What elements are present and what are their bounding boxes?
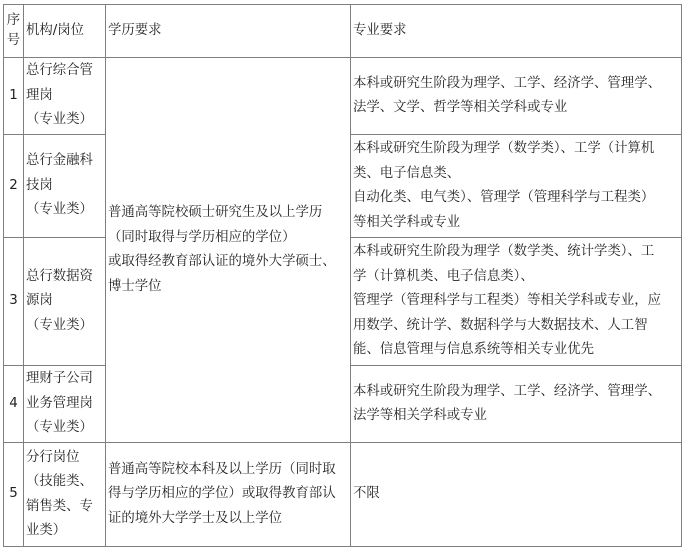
table-row [4, 443, 682, 547]
major-cell [351, 58, 682, 135]
major-line: 自动化类、电气类）、管理学（管理科学与工程类） [353, 190, 655, 205]
position-line: （技能类、 [26, 474, 93, 489]
position-line: （专业类） [26, 420, 93, 436]
position-line: 分行岗位 [26, 449, 80, 465]
position-line: 业类） [26, 523, 67, 538]
table-row [4, 58, 682, 135]
row-number: 1 [4, 58, 24, 135]
position-line: 总行数据资 [26, 268, 93, 284]
position-cell [24, 58, 106, 135]
header-education: 学历要求 [106, 5, 351, 58]
major-line: 本科或研究生阶段为理学、工学、经济学、管理学、 [353, 383, 661, 399]
row-number: 5 [4, 443, 24, 547]
position-line: 总行金融科 [26, 153, 93, 169]
major-line: 学（计算机类、电子信息类）、 [353, 268, 534, 284]
major-line: 等相关学科或专业 [353, 214, 461, 230]
major-cell [351, 443, 682, 547]
position-cell [24, 366, 106, 443]
major-line: 管理学（管理科学与工程类）等相关学科或专业，应 [353, 293, 661, 309]
education-line: 或取得经教育部认证的境外大学硕士、 [108, 254, 336, 269]
major-line: 本科或研究生阶段为理学（数学类）、工学（计算机 [353, 141, 655, 156]
position-line: 销售类、专 [26, 498, 93, 514]
major-cell [351, 238, 682, 366]
major-line: 能、信息管理与信息系统等相关专业优先 [353, 342, 595, 358]
major-line: 本科或研究生阶段为理学、工学、经济学、管理学、 [353, 75, 661, 91]
position-line: （专业类） [26, 112, 93, 128]
major-line: 类、电子信息类、 [353, 165, 461, 181]
position-line: 源岗 [26, 293, 53, 309]
education-line: 普通高等院校本科及以上学历（同时取 [108, 461, 336, 477]
education-line: 得与学历相应的学位）或取得教育部认 [108, 486, 336, 502]
education-cell [106, 443, 351, 547]
header-number [4, 5, 24, 58]
major-line: 用数学、统计学、数据科学与大数据技术、人工智 [353, 317, 648, 333]
shared-education-cell [106, 58, 351, 443]
header-position: 机构/岗位 [24, 5, 106, 58]
education-line: （同时取得与学历相应的学位） [108, 229, 296, 245]
major-line: 法学等相关学科或专业 [353, 408, 487, 423]
row-number: 4 [4, 366, 24, 443]
row-number: 3 [4, 238, 24, 366]
major-cell [351, 135, 682, 238]
education-line: 普通高等院校硕士研究生及以上学历 [108, 205, 323, 220]
position-cell [24, 135, 106, 238]
row-number: 2 [4, 135, 24, 238]
major-line: 不限 [353, 486, 380, 502]
position-line: （专业类） [26, 317, 93, 333]
major-line: 法学、文学、哲学等相关学科或专业 [353, 100, 568, 115]
position-cell [24, 443, 106, 547]
education-line: 证的境外大学学士及以上学位 [108, 510, 283, 526]
major-cell [351, 366, 682, 443]
header-number-line: 序 [6, 13, 21, 28]
position-cell [24, 238, 106, 366]
position-line: 技岗 [26, 177, 53, 193]
header-number-line: 号 [6, 33, 21, 48]
recruitment-requirements-table [3, 4, 682, 547]
position-line: 理岗 [26, 87, 53, 103]
header-row [4, 5, 682, 58]
header-major: 专业要求 [351, 5, 682, 58]
position-line: 理财子公司 [26, 371, 93, 387]
major-line: 本科或研究生阶段为理学（数学类、统计学类）、工 [353, 244, 655, 260]
position-line: 业务管理岗 [26, 395, 93, 411]
education-line: 博士学位 [108, 278, 162, 294]
position-line: 总行综合管 [26, 63, 93, 79]
position-line: （专业类） [26, 202, 93, 218]
